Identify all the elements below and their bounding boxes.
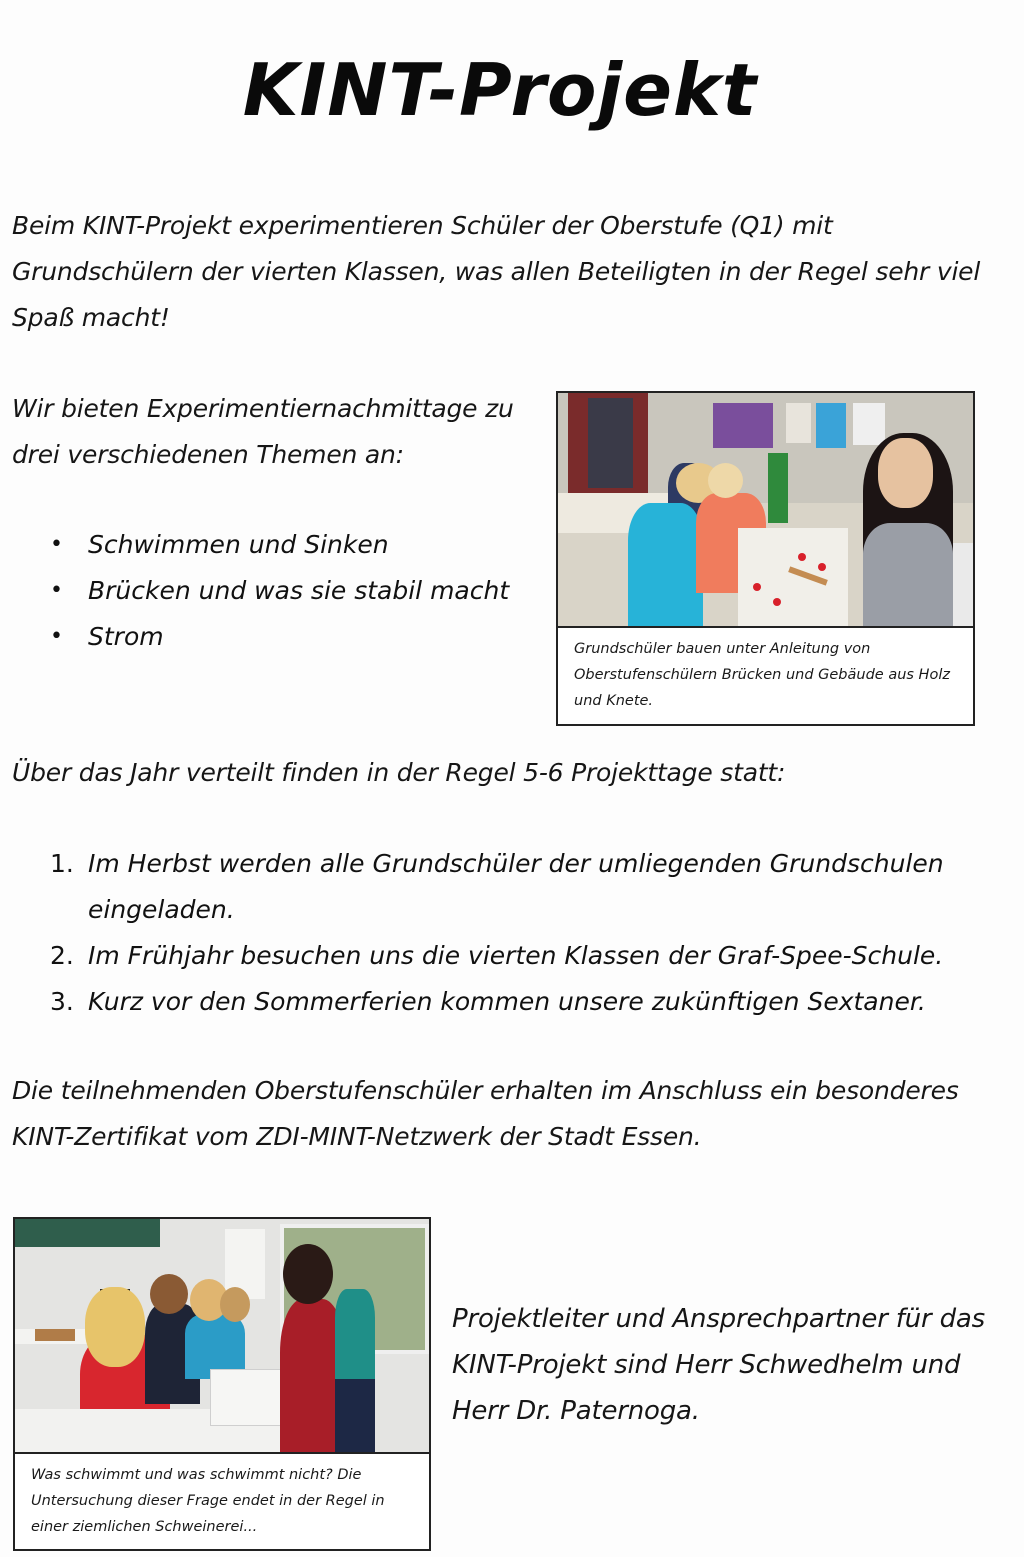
offer-paragraph: Wir bieten Experimentiernachmittage zu drei verschiedenen Themen an: xyxy=(12,394,514,469)
topic-item xyxy=(50,522,509,568)
photo-bridges xyxy=(558,393,973,628)
bullet-icon: • xyxy=(50,578,63,603)
project-day-item xyxy=(50,933,1010,979)
caption-bridges: Grundschüler bauen unter Anleitung von Oberstufenschülern Brücken und Gebäude aus Holz und Knete. xyxy=(574,641,950,709)
item-text: Kurz vor den Sommerferien kommen unsere zukünftigen Sextaner. xyxy=(88,987,926,1016)
page-title: KINT-Projekt xyxy=(242,48,758,132)
caption-swimming: Was schwimmt und was schwimmt nicht? Die Untersuchung dieser Frage endet in der Regel in einer ziemlichen Schweinerei... xyxy=(31,1467,385,1535)
item-text: Im Frühjahr besuchen uns die vierten Klassen der Graf-Spee-Schule. xyxy=(88,941,944,970)
figure-bridges xyxy=(556,391,975,726)
bullet-icon: • xyxy=(50,624,63,649)
project-days-intro: Über das Jahr verteilt finden in der Regel 5-6 Projekttage statt: xyxy=(12,758,786,787)
certificate-paragraph: Die teilnehmenden Oberstufenschüler erhalten im Anschluss ein besonderes KINT-Zertifikat vom ZDI-MINT-Netzwerk der Stadt Essen. xyxy=(12,1076,959,1151)
photo-swimming xyxy=(15,1219,429,1454)
topic-label: Brücken und was sie stabil macht xyxy=(88,576,510,605)
project-days-list xyxy=(50,841,1010,1025)
figure-swimming xyxy=(13,1217,431,1551)
project-day-item xyxy=(50,979,1010,1025)
item-text: Im Herbst werden alle Grundschüler der umliegenden Grundschulen eingeladen. xyxy=(88,849,944,924)
contact-paragraph: Projektleiter und Ansprechpartner für das KINT-Projekt sind Herr Schwedhelm und Herr Dr. Paternoga. xyxy=(452,1304,985,1426)
topic-item xyxy=(50,614,509,660)
item-number: 2. xyxy=(50,941,74,970)
topics-list xyxy=(50,522,509,660)
bullet-icon: • xyxy=(50,532,63,557)
topic-label: Schwimmen und Sinken xyxy=(88,530,389,559)
item-number: 1. xyxy=(50,849,74,878)
topic-label: Strom xyxy=(88,622,164,651)
project-day-item xyxy=(50,841,1010,933)
item-number: 3. xyxy=(50,987,74,1016)
intro-paragraph: Beim KINT-Projekt experimentieren Schüler der Oberstufe (Q1) mit Grundschülern der vierten Klassen, was allen Beteiligten in der Regel sehr viel Spaß macht! xyxy=(12,211,981,332)
topic-item xyxy=(50,568,509,614)
